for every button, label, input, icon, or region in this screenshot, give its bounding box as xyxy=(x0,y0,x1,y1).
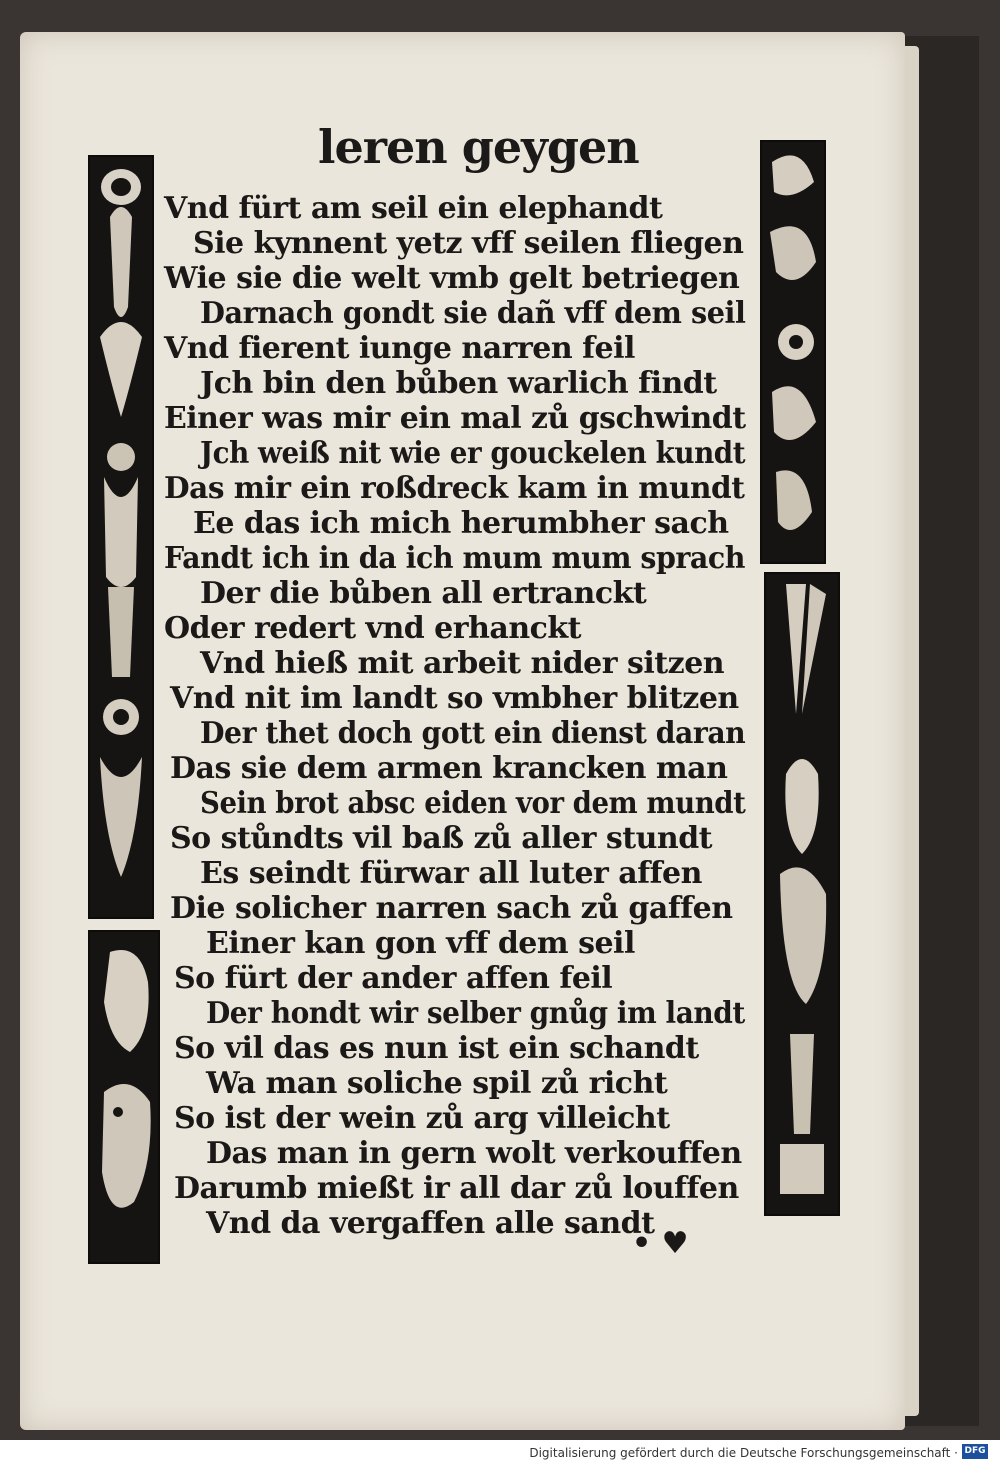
verse-line: Oder redert vnd erhanckt xyxy=(164,611,582,646)
woodcut-figure-icon xyxy=(766,574,838,1214)
verse-line: Jch weiß nit wie er gouckelen kundt xyxy=(200,436,746,471)
verse-line: Das sie dem armen krancken man xyxy=(170,751,728,786)
verse-line: Vnd fierent iunge narren feil xyxy=(164,331,635,366)
verse-line: Wie sie die welt vmb gelt betriegen xyxy=(164,261,740,296)
verse-line: Vnd da vergaffen alle sandt xyxy=(206,1206,655,1241)
dfg-logo: DFG xyxy=(962,1444,988,1459)
verse-line: Der thet doch gott ein dienst daran xyxy=(200,716,746,751)
page-edge xyxy=(905,36,979,1426)
verse-line: Wa man soliche spil zů richt xyxy=(206,1066,668,1101)
verse-line: Der die bůben all ertranckt xyxy=(200,576,647,611)
verse-line: Vnd fürt am seil ein elephandt xyxy=(164,191,663,226)
verse-line: So vil das es nun ist ein schandt xyxy=(174,1031,699,1066)
page-heading: leren geygen xyxy=(318,120,639,174)
verse-line: Das mir ein roßdreck kam in mundt xyxy=(164,471,745,506)
verse-line: Jch bin den bůben warlich findt xyxy=(200,366,717,401)
verse-line: Einer kan gon vff dem seil xyxy=(206,926,635,961)
woodcut-animals-icon xyxy=(90,932,158,1262)
end-ornament: • ♥ xyxy=(632,1226,689,1261)
woodcut-border-left-bottom xyxy=(88,930,160,1264)
verse-line: Sie kynnent yetz vff seilen fliegen xyxy=(193,226,744,261)
page-sheet-edge xyxy=(905,46,919,1416)
verse-line: So stůndts vil baß zů aller stundt xyxy=(170,821,713,856)
verse-line: So ist der wein zů arg villeicht xyxy=(174,1101,670,1136)
woodcut-border-right-top xyxy=(760,140,826,564)
verse-line: Einer was mir ein mal zů gschwindt xyxy=(164,401,746,436)
verse-line: Das man in gern wolt verkouffen xyxy=(206,1136,742,1171)
footer-credit: Digitalisierung gefördert durch die Deutsche Forschungsgemeinschaft · xyxy=(529,1446,958,1460)
verse-line: Die solicher narren sach zů gaffen xyxy=(170,891,733,926)
verse-line: Vnd hieß mit arbeit nider sitzen xyxy=(200,646,725,681)
verse-line: Vnd nit im landt so vmbher blitzen xyxy=(170,681,739,716)
verse-line: Darumb mießt ir all dar zů louffen xyxy=(174,1171,739,1206)
woodcut-border-right-bottom xyxy=(764,572,840,1216)
woodcut-foliage-icon xyxy=(762,142,824,562)
verse-line: Sein brot absc eiden vor dem mundt xyxy=(200,786,746,821)
verse-line: Fandt ich in da ich mum mum sprach xyxy=(164,541,745,576)
woodcut-ornament-icon xyxy=(90,157,152,917)
woodcut-border-left-top xyxy=(88,155,154,919)
verse-line: Darnach gondt sie dañ vff dem seil xyxy=(200,296,746,331)
verse-line: Ee das ich mich herumbher sach xyxy=(193,506,729,541)
verse-line: Es seindt fürwar all luter affen xyxy=(200,856,702,891)
verse-line: So fürt der ander affen feil xyxy=(174,961,613,996)
verse-line: Der hondt wir selber gnůg im landt xyxy=(206,996,745,1031)
